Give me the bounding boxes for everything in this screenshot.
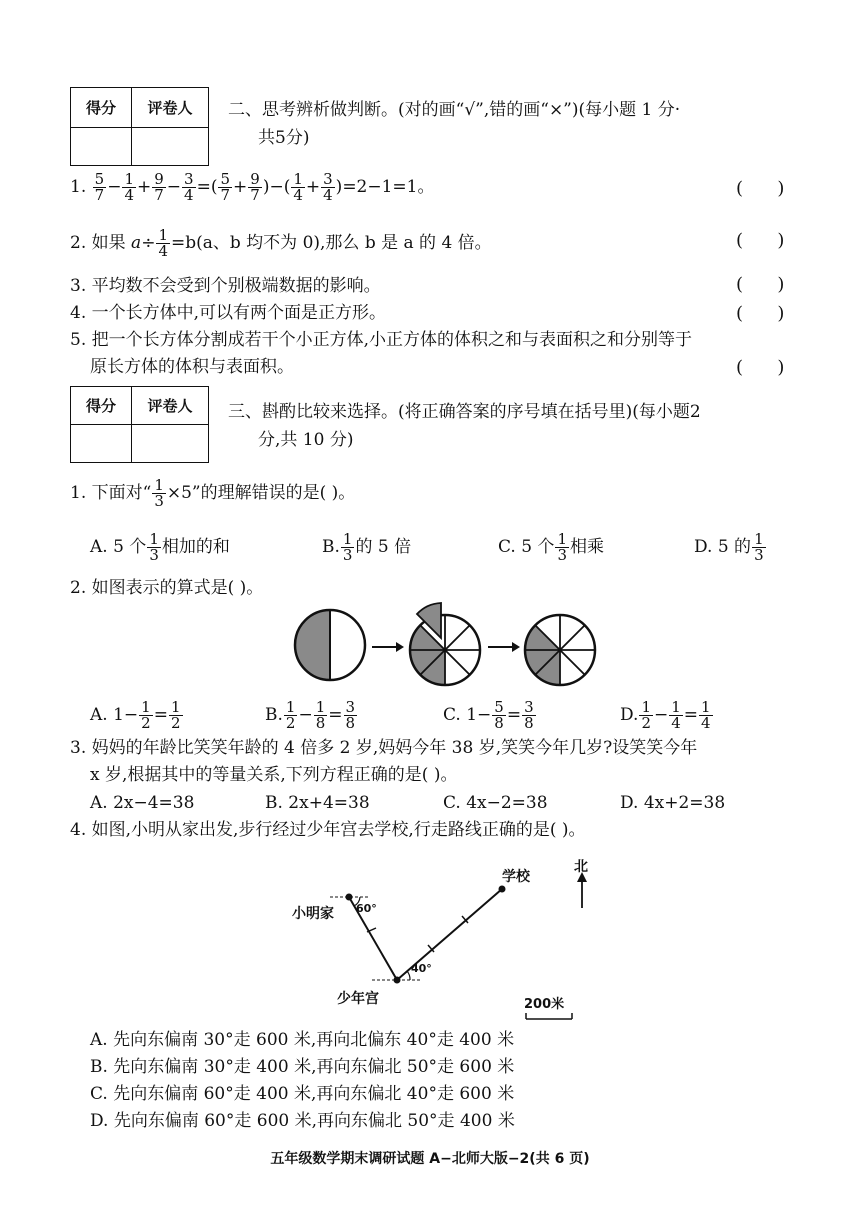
q2-option-a[interactable]: A. 1− $\frac{1}{2}$ = $\frac{1}{2}$	[90, 698, 181, 732]
palace-label: 少年宫	[337, 991, 379, 1007]
judge-item-1: 1. $\frac{5}{7}$ − $\frac{1}{4}$ + $\frac{9}{7}$ − $\frac{3}{4}$ =( $\frac{5}{7}$ + $\frac{9}{7}$ )−( $\frac{1}{4}$ + $\frac{3}{4}$ )=2−1=1。	[70, 170, 435, 204]
north-arrow-icon	[577, 872, 587, 908]
q4-option-c[interactable]: C. 先向东偏南 60°走 400 米,再向东偏北 40°走 600 米	[90, 1084, 515, 1104]
choice-q3-line2: x 岁,根据其中的等量关系,下列方程正确的是( )。	[90, 765, 458, 785]
grader-header: 评卷人	[132, 88, 209, 128]
q2-option-c[interactable]: C. 1− $\frac{5}{8}$ = $\frac{3}{8}$	[443, 698, 534, 732]
answer-paren-5[interactable]: ( )	[736, 357, 785, 378]
north-label: 北	[574, 859, 588, 875]
grader-cell[interactable]	[132, 128, 209, 166]
judge-item-5-line2: 原长方体的体积与表面积。	[90, 357, 294, 377]
q1-option-d[interactable]: D. 5 的 $\frac{1}{3}$	[694, 530, 764, 564]
score-box-2	[70, 386, 209, 463]
fraction-circles-figure	[280, 595, 610, 695]
page-footer: 五年级数学期末调研试题 A−北师大版−2(共 6 页)	[270, 1151, 590, 1167]
section3-title-line1: 三、斟酌比较来选择。(将正确答案的序号填在括号里)(每小题2	[228, 402, 701, 422]
answer-paren-3[interactable]: ( )	[736, 274, 785, 295]
angle-60-label: 60°	[356, 902, 377, 915]
arrow-right-icon	[372, 642, 404, 652]
answer-paren-4[interactable]: ( )	[736, 303, 785, 324]
score-box-1	[70, 87, 209, 166]
palace-point-icon	[394, 977, 401, 984]
section2-title-line1: 二、思考辨析做判断。(对的画“√”,错的画“×”)(每小题 1 分·	[228, 100, 681, 120]
arrow-right-icon	[488, 642, 520, 652]
q4-option-a[interactable]: A. 先向东偏南 30°走 600 米,再向北偏东 40°走 400 米	[90, 1030, 515, 1050]
choice-q4: 4. 如图,小明从家出发,步行经过少年宫去学校,行走路线正确的是( )。	[70, 820, 586, 840]
score-header: 得分	[71, 387, 132, 425]
q1-option-c[interactable]: C. 5 个 $\frac{1}{3}$ 相乘	[498, 530, 604, 564]
q1-option-b[interactable]: B. $\frac{1}{3}$ 的 5 倍	[322, 530, 412, 564]
home-label: 小明家	[292, 906, 334, 922]
q3-option-c[interactable]: C. 4x−2=38	[443, 793, 548, 813]
scale-bar-icon	[526, 1013, 572, 1019]
judge-item-3: 3. 平均数不会受到个别极端数据的影响。	[70, 276, 381, 296]
q1-option-a[interactable]: A. 5 个 $\frac{1}{3}$ 相加的和	[90, 530, 230, 564]
choice-q1: 1. 下面对“ $\frac{1}{3}$ ×5”的理解错误的是( )。	[70, 476, 356, 510]
q2-option-b[interactable]: B. $\frac{1}{2}$ − $\frac{1}{8}$ = $\frac{3}{8}$	[265, 698, 356, 732]
scale-label: 200米	[524, 997, 565, 1012]
q3-option-d[interactable]: D. 4x+2=38	[620, 793, 726, 813]
q2-option-d[interactable]: D. $\frac{1}{2}$ − $\frac{1}{4}$ = $\frac{1}{4}$	[620, 698, 711, 732]
choice-q2: 2. 如图表示的算式是( )。	[70, 578, 264, 598]
eighths-circle-icon	[410, 603, 480, 685]
angle-40-label: 40°	[411, 962, 432, 975]
section2-title-line2: 共5分)	[258, 128, 310, 148]
judge-item-2: 2. 如果 a÷ $\frac{1}{4}$ =b(a、b 均不为 0),那么 b 是 a 的 4 倍。	[70, 226, 492, 260]
judge-item-4: 4. 一个长方体中,可以有两个面是正方形。	[70, 303, 387, 323]
half-circle-icon	[295, 610, 365, 680]
grader-header: 评卷人	[132, 387, 209, 425]
eighths-circle-result-icon	[525, 615, 595, 685]
score-cell[interactable]	[71, 425, 132, 463]
answer-paren-2[interactable]: ( )	[736, 230, 785, 251]
choice-q3-line1: 3. 妈妈的年龄比笑笑年龄的 4 倍多 2 岁,妈妈今年 38 岁,笑笑今年几岁?设笑笑今年	[70, 738, 698, 758]
q4-option-b[interactable]: B. 先向东偏南 30°走 400 米,再向东偏北 50°走 600 米	[90, 1057, 515, 1077]
school-point-icon	[499, 886, 506, 893]
school-label: 学校	[502, 869, 530, 885]
q3-option-b[interactable]: B. 2x+4=38	[265, 793, 370, 813]
answer-paren-1[interactable]: ( )	[736, 178, 785, 199]
grader-cell[interactable]	[132, 425, 209, 463]
score-cell[interactable]	[71, 128, 132, 166]
judge-item-5-line1: 5. 把一个长方体分割成若干个小正方体,小正方体的体积之和与表面积之和分别等于	[70, 330, 693, 350]
section3-title-line2: 分,共 10 分)	[258, 430, 354, 450]
q4-option-d[interactable]: D. 先向东偏南 60°走 600 米,再向东偏北 50°走 400 米	[90, 1111, 515, 1131]
score-header: 得分	[71, 88, 132, 128]
home-point-icon	[346, 894, 353, 901]
q3-option-a[interactable]: A. 2x−4=38	[90, 793, 195, 813]
